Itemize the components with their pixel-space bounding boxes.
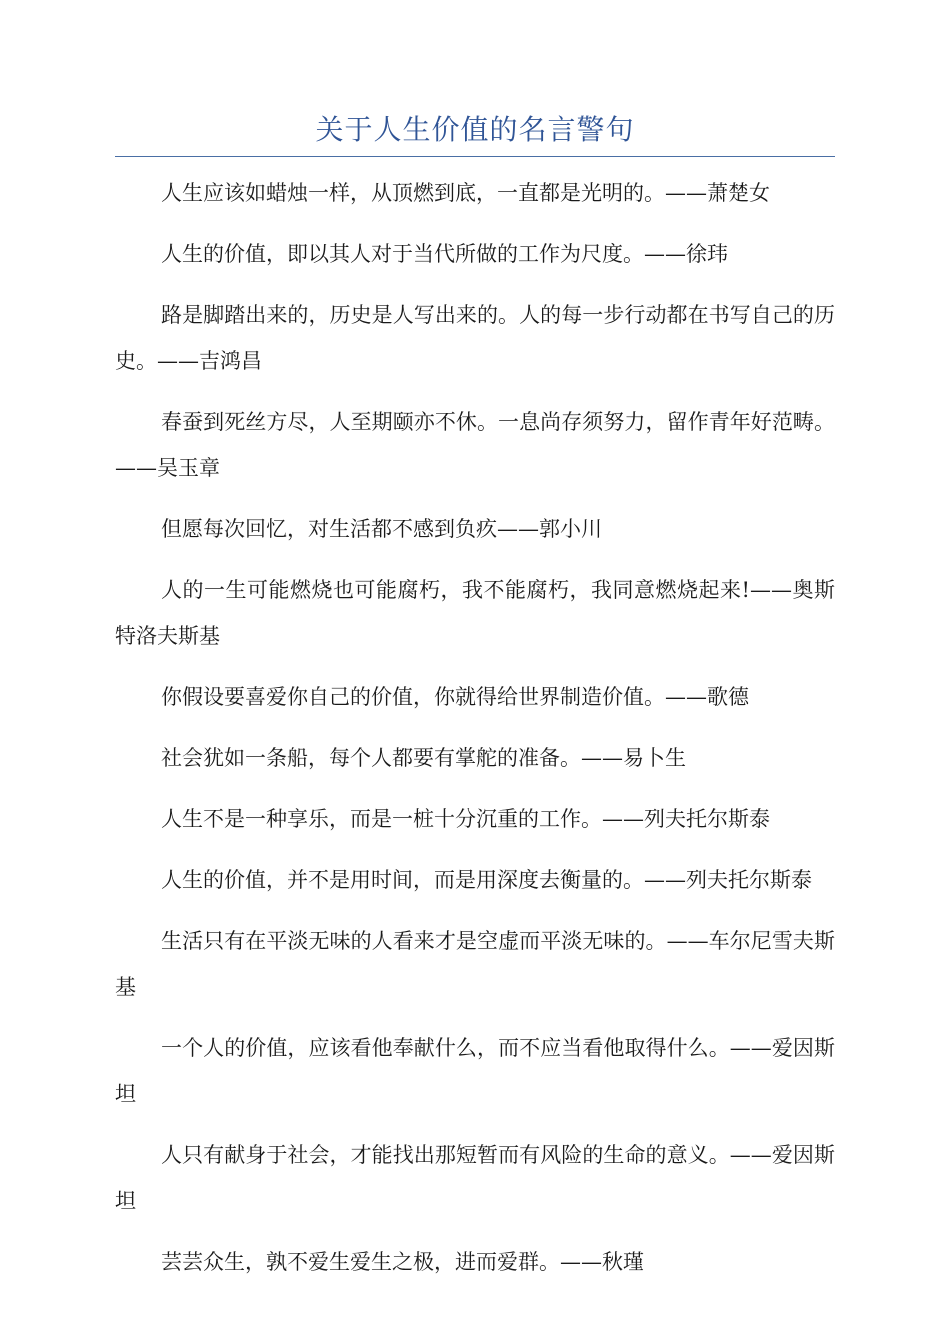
quote-paragraph: 一个人的价值，应该看他奉献什么，而不应当看他取得什么。——爱因斯坦 bbox=[115, 1036, 835, 1106]
title-block bbox=[115, 108, 835, 157]
quote-paragraph: 人的一生可能燃烧也可能腐朽，我不能腐朽，我同意燃烧起来!——奥斯特洛夫斯基 bbox=[115, 578, 835, 648]
quote-paragraph: 你假设要喜爱你自己的价值，你就得给世界制造价值。——歌德 bbox=[161, 685, 749, 709]
page-title: 关于人生价值的名言警句 bbox=[315, 113, 635, 146]
quote-paragraph: 春蚕到死丝方尽，人至期颐亦不休。一息尚存须努力，留作青年好范畴。——吴玉章 bbox=[115, 410, 835, 480]
quote-paragraph: 生活只有在平淡无味的人看来才是空虚而平淡无味的。——车尔尼雪夫斯基 bbox=[115, 929, 835, 999]
quote-paragraph: 人生的价值，即以其人对于当代所做的工作为尺度。——徐玮 bbox=[161, 242, 728, 266]
quote-paragraph: 社会犹如一条船，每个人都要有掌舵的准备。——易卜生 bbox=[161, 746, 686, 770]
quote-paragraph: 人生不是一种享乐，而是一桩十分沉重的工作。——列夫托尔斯泰 bbox=[161, 807, 770, 831]
quote-paragraph: 芸芸众生，孰不爱生爱生之极，进而爱群。——秋瑾 bbox=[161, 1250, 644, 1274]
quote-paragraph: 人生应该如蜡烛一样，从顶燃到底，一直都是光明的。——萧楚女 bbox=[161, 181, 770, 205]
quote-paragraph: 人生的价值，并不是用时间，而是用深度去衡量的。——列夫托尔斯泰 bbox=[161, 868, 812, 892]
quote-paragraph: 但愿每次回忆，对生活都不感到负疚——郭小川 bbox=[161, 517, 602, 541]
quote-paragraph: 路是脚踏出来的，历史是人写出来的。人的每一步行动都在书写自己的历史。——吉鸿昌 bbox=[115, 303, 835, 373]
quote-list bbox=[115, 170, 835, 1300]
quote-paragraph: 人只有献身于社会，才能找出那短暂而有风险的生命的意义。——爱因斯坦 bbox=[115, 1143, 835, 1213]
